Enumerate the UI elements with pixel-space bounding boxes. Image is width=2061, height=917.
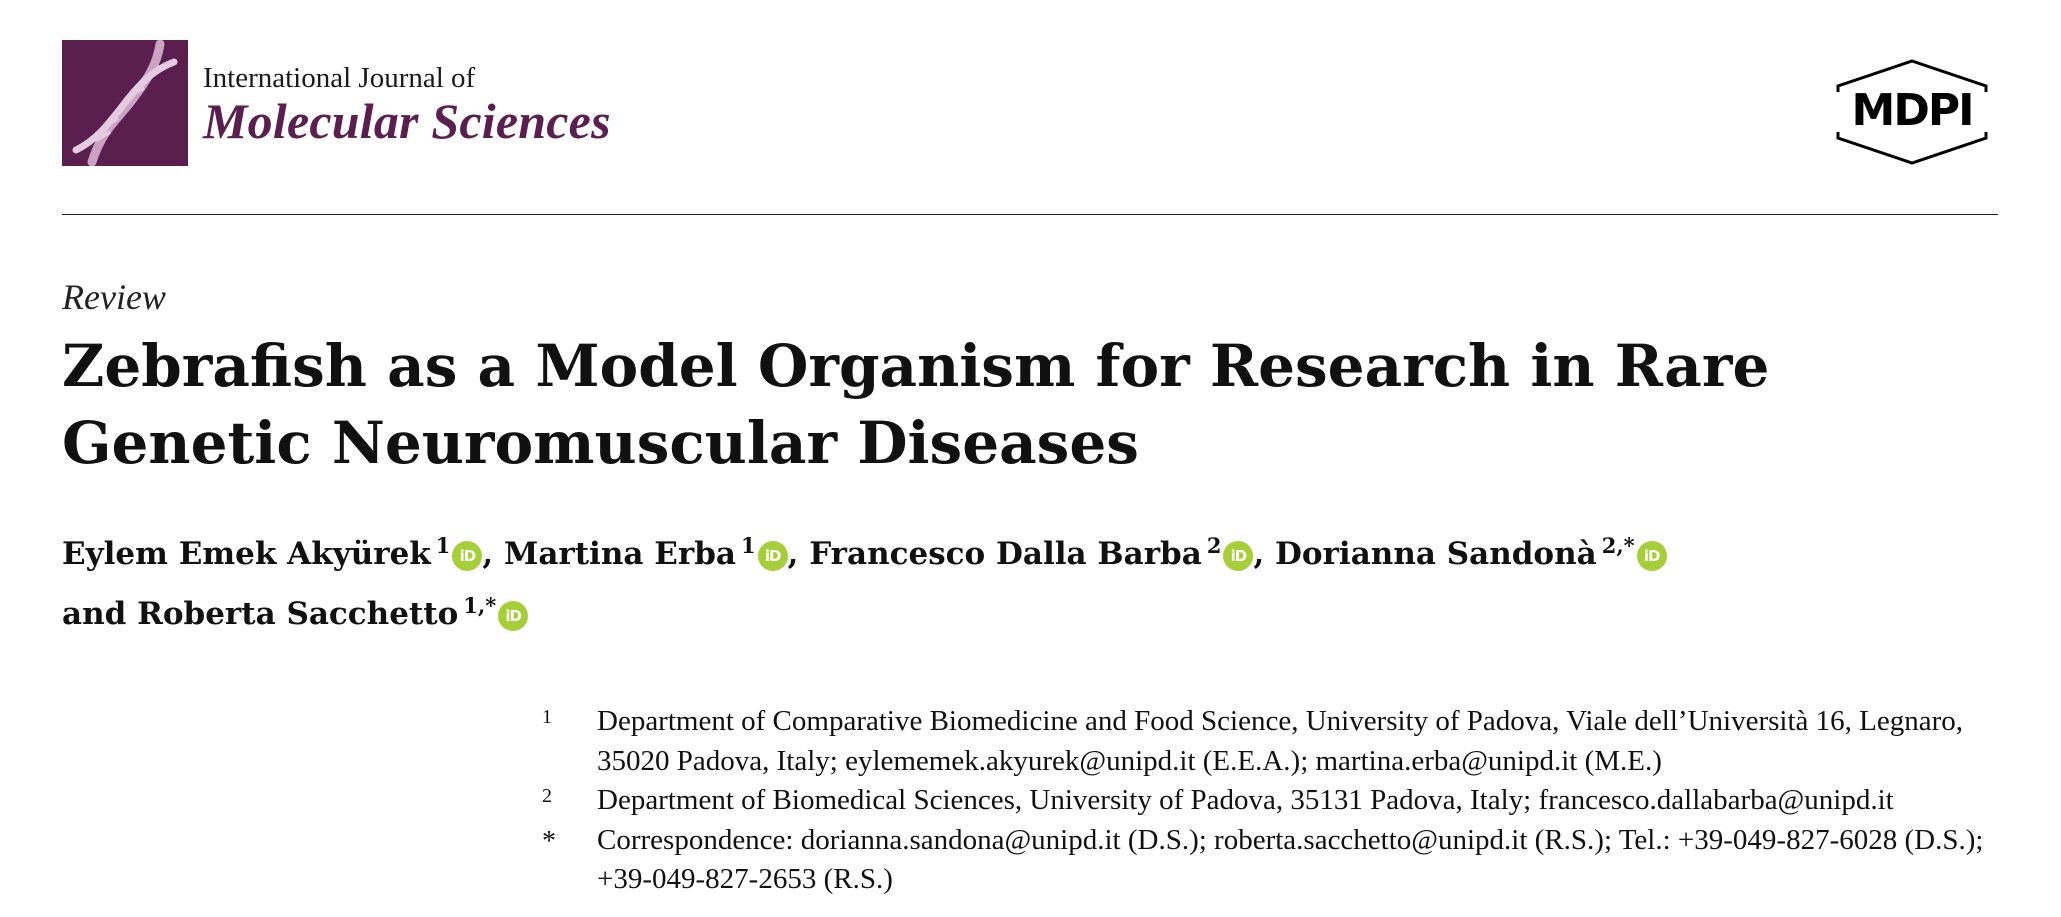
- affiliation-text: Department of Biomedical Sciences, University of Padova, 35131 Padova, Italy; francesco.dallabarba@unipd.it: [597, 784, 1894, 816]
- author-separator: ,: [482, 536, 504, 572]
- affiliation-item: [540, 781, 2010, 821]
- author-affiliation-mark: 1,*: [463, 593, 497, 618]
- article-title: Zebrafish as a Model Organism for Research in Rare Genetic Neuromuscular Diseases: [62, 332, 1770, 477]
- orcid-icon[interactable]: iD: [758, 541, 788, 571]
- author-name: Francesco Dalla Barba: [809, 536, 1202, 572]
- author-name: and Roberta Sacchetto: [62, 596, 459, 632]
- author-list: [62, 520, 1822, 640]
- orcid-icon[interactable]: iD: [498, 601, 528, 631]
- affiliation-mark: 1: [542, 706, 552, 728]
- author: [809, 533, 1276, 572]
- article-type: Review: [62, 277, 166, 317]
- author-separator: ,: [787, 536, 810, 572]
- author-name: Martina Erba: [504, 536, 736, 572]
- affiliation-list: [540, 702, 2010, 900]
- author: [62, 533, 504, 572]
- correspondence-mark: *: [542, 825, 556, 857]
- orcid-icon[interactable]: iD: [1223, 541, 1253, 571]
- author-affiliation-mark: 1: [740, 533, 756, 558]
- correspondence-text: Correspondence: dorianna.sandona@unipd.it (D.S.); roberta.sacchetto@unipd.it (R.S.); Tel.: +39-049-827-6028 (D.S.); +39-049-827-2653 (R.S.): [597, 823, 1984, 895]
- affiliation-text: Department of Comparative Biomedicine and Food Science, University of Padova, Viale dell’Università 16, Legnaro, 35020 Padova, Italy; eylememek.akyurek@unipd.it (E.E.A.); martina.erba@unipd.it (M.E.): [597, 705, 1963, 777]
- header-divider: [62, 214, 1998, 215]
- orcid-icon[interactable]: iD: [1637, 541, 1667, 571]
- author: [504, 533, 810, 572]
- journal-name-line1: International Journal of: [203, 62, 476, 94]
- publisher-name: MDPI: [1851, 85, 1973, 136]
- journal-logo: [62, 40, 188, 166]
- author: [1275, 533, 1667, 572]
- orcid-icon[interactable]: iD: [452, 541, 482, 571]
- publisher-logo: [1832, 58, 1992, 166]
- journal-name-line2: Molecular Sciences: [203, 93, 611, 149]
- affiliation-item: [540, 702, 2010, 781]
- author-name: Dorianna Sandonà: [1275, 536, 1597, 572]
- author-affiliation-mark: 2: [1206, 533, 1222, 558]
- affiliation-mark: 2: [542, 785, 552, 807]
- correspondence-item: [540, 821, 2010, 900]
- author-affiliation-mark: 2,*: [1601, 533, 1635, 558]
- author: [62, 593, 528, 632]
- dna-helix-icon: [62, 40, 188, 166]
- author-affiliation-mark: 1: [435, 533, 451, 558]
- author-name: Eylem Emek Akyürek: [62, 536, 431, 572]
- author-separator: ,: [1253, 536, 1276, 572]
